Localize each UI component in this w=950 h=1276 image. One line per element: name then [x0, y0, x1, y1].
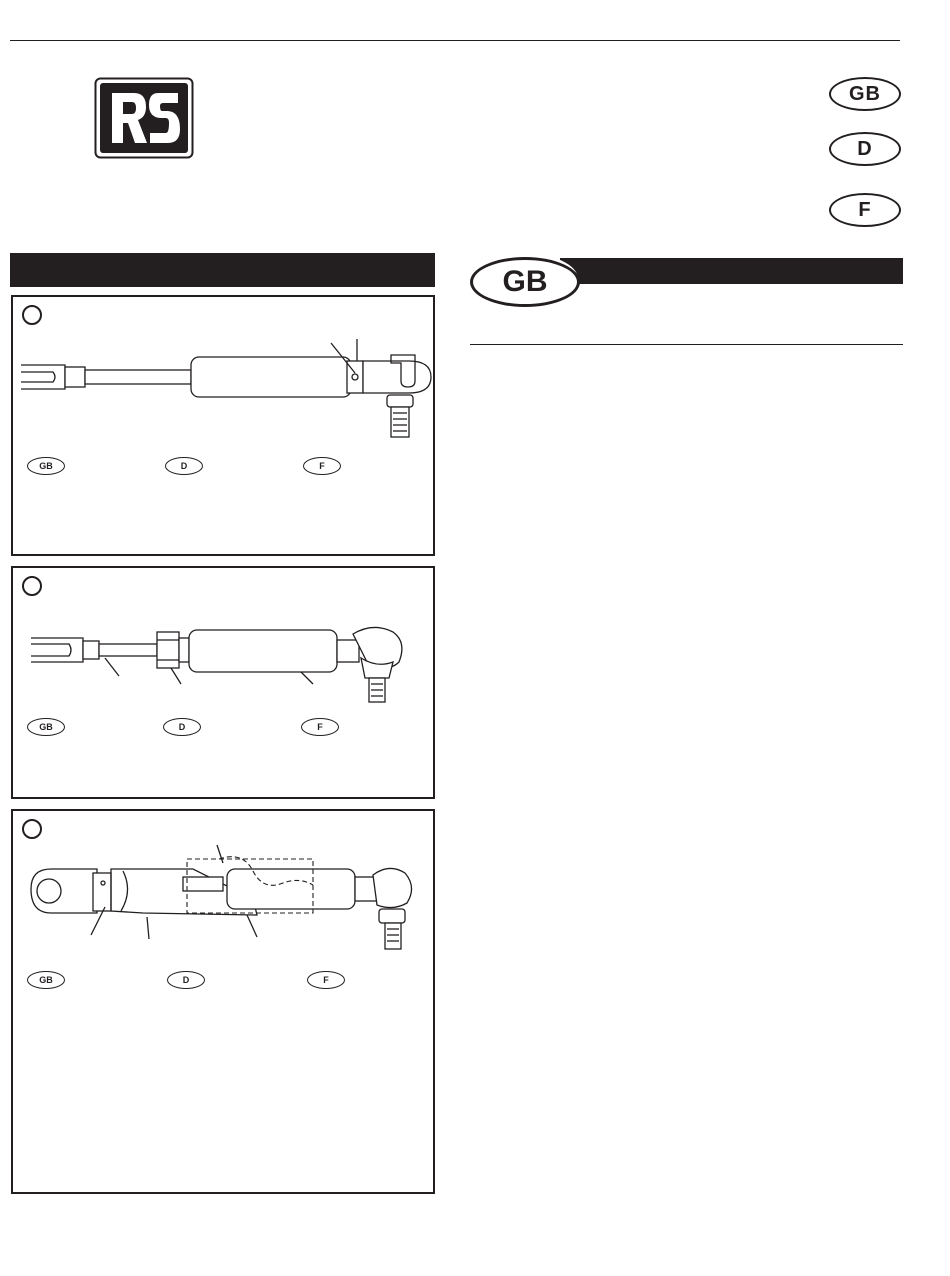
figure-panel-2 [11, 566, 435, 799]
figure-3-f-label: F [307, 971, 345, 989]
top-rule [10, 40, 900, 41]
figure-2-gb-label: GB [27, 718, 65, 736]
figure-2-f-label: F [301, 718, 339, 736]
gb-section-badge: GB [470, 257, 580, 307]
right-section-rule [470, 344, 903, 345]
figure-3-d-label: D [167, 971, 205, 989]
gas-spring-drawing-2 [13, 568, 433, 718]
rs-logo [94, 77, 194, 159]
figure-3-gb-label: GB [27, 971, 65, 989]
logo-text: RS [94, 77, 96, 78]
left-heading-bar [10, 253, 435, 287]
figure-panel-3 [11, 809, 435, 1194]
figure-1-f-label: F [303, 457, 341, 475]
figure-2-d-label: D [163, 718, 201, 736]
language-d-badge: D [829, 132, 901, 166]
language-f-badge: F [829, 193, 901, 227]
figure-1-d-label: D [165, 457, 203, 475]
figure-panel-1 [11, 295, 435, 556]
gas-spring-drawing-1 [13, 297, 433, 447]
language-gb-badge: GB [829, 77, 901, 111]
gas-spring-drawing-3 [13, 811, 433, 961]
right-heading-bar [560, 258, 903, 284]
figure-1-gb-label: GB [27, 457, 65, 475]
